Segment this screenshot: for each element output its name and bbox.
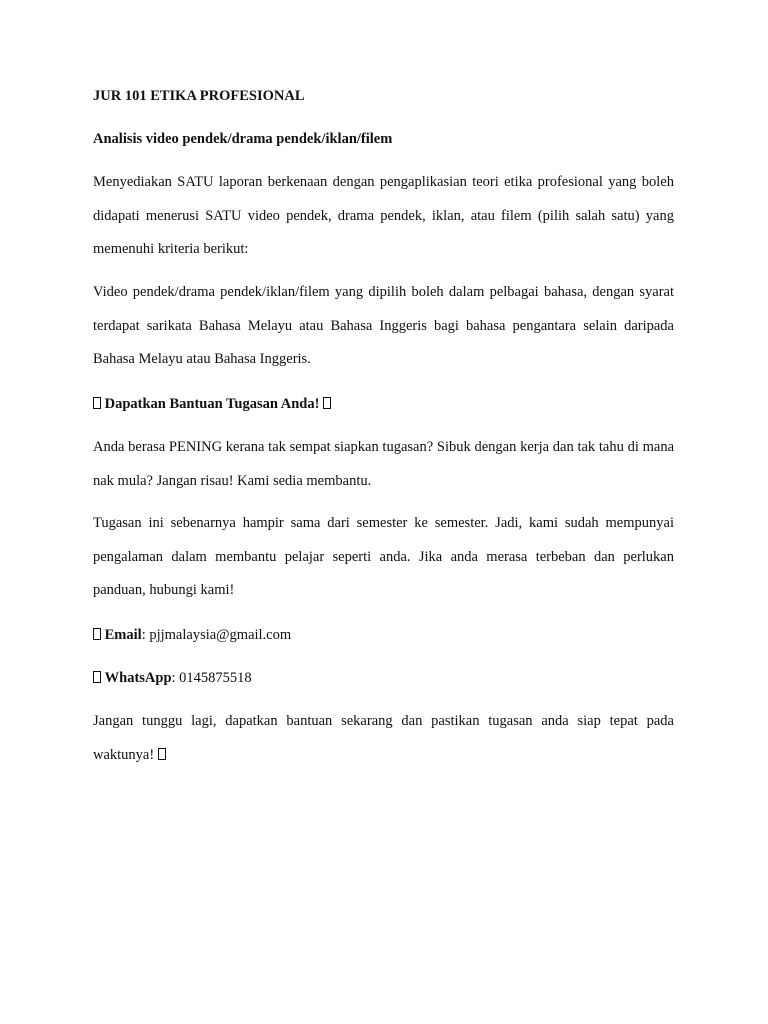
- email-label: Email: [104, 627, 142, 643]
- intro-paragraph: Menyediakan SATU laporan berkenaan dengan pengaplikasian teori etika profesional yang boleh didapati menerusi SATU video pendek, drama pendek, iklan, atau filem (pilih salah satu) yang memenuhi kriteria berikut:: [93, 174, 674, 257]
- email-address[interactable]: : pjjmalaysia@gmail.com: [141, 627, 292, 643]
- missing-glyph-icon: [93, 628, 101, 640]
- document-title: JUR 101 ETIKA PROFESIONAL: [93, 88, 305, 104]
- email-line: [93, 625, 291, 645]
- criteria-paragraph: Video pendek/drama pendek/iklan/filem yang dipilih boleh dalam pelbagai bahasa, dengan syarat terdapat sarikata Bahasa Melayu atau Bahasa Inggeris bagi bahasa pengantara selain daripada Bahasa Melayu atau Bahasa Inggeris.: [93, 284, 674, 367]
- whatsapp-line: [93, 668, 252, 688]
- missing-glyph-icon: [93, 671, 101, 683]
- document-subtitle: Analisis video pendek/drama pendek/iklan/filem: [93, 131, 393, 147]
- closing-paragraph: [93, 705, 674, 772]
- promo-heading: Dapatkan Bantuan Tugasan Anda!: [104, 396, 320, 412]
- closing-text: Jangan tunggu lagi, dapatkan bantuan sekarang dan pastikan tugasan anda siap tepat pada waktunya!: [93, 713, 674, 763]
- promo-heading-line: [93, 394, 331, 414]
- missing-glyph-icon: [93, 397, 101, 409]
- whatsapp-number[interactable]: : 0145875518: [171, 670, 252, 686]
- whatsapp-label: WhatsApp: [104, 670, 172, 686]
- missing-glyph-icon: [158, 748, 166, 760]
- promo-paragraph-1: Anda berasa PENING kerana tak sempat siapkan tugasan? Sibuk dengan kerja dan tak tahu di mana nak mula? Jangan risau! Kami sedia membantu.: [93, 439, 674, 489]
- missing-glyph-icon: [323, 397, 331, 409]
- promo-paragraph-2: Tugasan ini sebenarnya hampir sama dari semester ke semester. Jadi, kami sudah mempunyai pengalaman dalam membantu pelajar seperti anda. Jika anda merasa terbeban dan perlukan panduan, hubungi kami!: [93, 515, 674, 598]
